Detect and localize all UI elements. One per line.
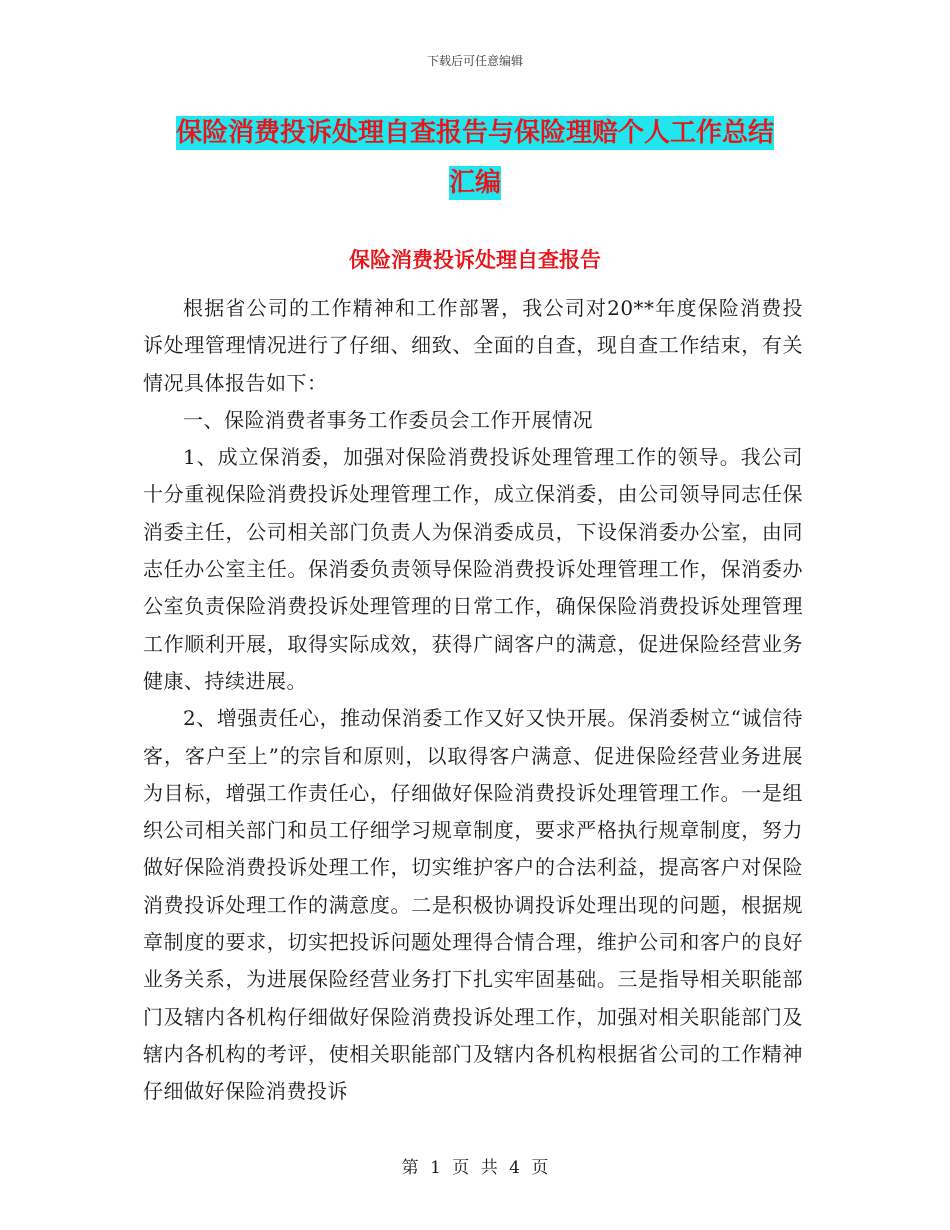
paragraph-item-2: 2、增强责任心，推动保消委工作又好又快开展。保消委树立“诚信待客，客户至上”的宗旨和原则，以取得客户满意、促进保险经营业务进展为目标，增强工作责任心，仔细做好保险消费投诉处理管理工作。一是组织公司相关部门和员工仔细学习规章制度，要求严格执行规章制度，努力做好保险消费投诉处理工作，切实维护客户的合法利益，提高客户对保险消费投诉处理工作的满意度。二是积极协调投诉处理出现的问题，根据规章制度的要求，切实把投诉问题处理得合情合理，维护公司和客户的良好业务关系，为进展保险经营业务打下扎实牢固基础。三是指导相关职能部门及辖内各机构仔细做好保险消费投诉处理工作，加强对相关职能部门及辖内各机构的考评，使相关职能部门及辖内各机构根据省公司的工作精神仔细做好保险消费投诉: [143, 706, 803, 1104]
paragraph-intro: 根据省公司的工作精神和工作部署，我公司对20**年度保险消费投诉处理管理情况进行了仔细、细致、全面的自查，现自查工作结束，有关情况具体报告如下：: [143, 296, 803, 395]
paragraph-heading-1: 一、保险消费者事务工作委员会工作开展情况: [183, 407, 593, 432]
document-title-line-2: 汇编: [448, 168, 501, 198]
document-body: [143, 290, 803, 1111]
document-title: [150, 108, 800, 208]
page-header-note: 下载后可任意编辑: [426, 54, 523, 68]
page-number: 第 1 页 共 4 页: [401, 1158, 549, 1178]
section-title: 保险消费投诉处理自查报告: [349, 247, 601, 272]
document-title-line-1: 保险消费投诉处理自查报告与保险理赔个人工作总结: [175, 118, 774, 148]
paragraph-item-1: 1、成立保消委，加强对保险消费投诉处理管理工作的领导。我公司十分重视保险消费投诉处理管理工作，成立保消委，由公司领导同志任保消委主任，公司相关部门负责人为保消委成员，下设保消委办公室，由同志任办公室主任。保消委负责领导保险消费投诉处理管理工作，保消委办公室负责保险消费投诉处理管理的日常工作，确保保险消费投诉处理管理工作顺利开展，取得实际成效，获得广阔客户的满意，促进保险经营业务健康、持续进展。: [143, 445, 803, 693]
